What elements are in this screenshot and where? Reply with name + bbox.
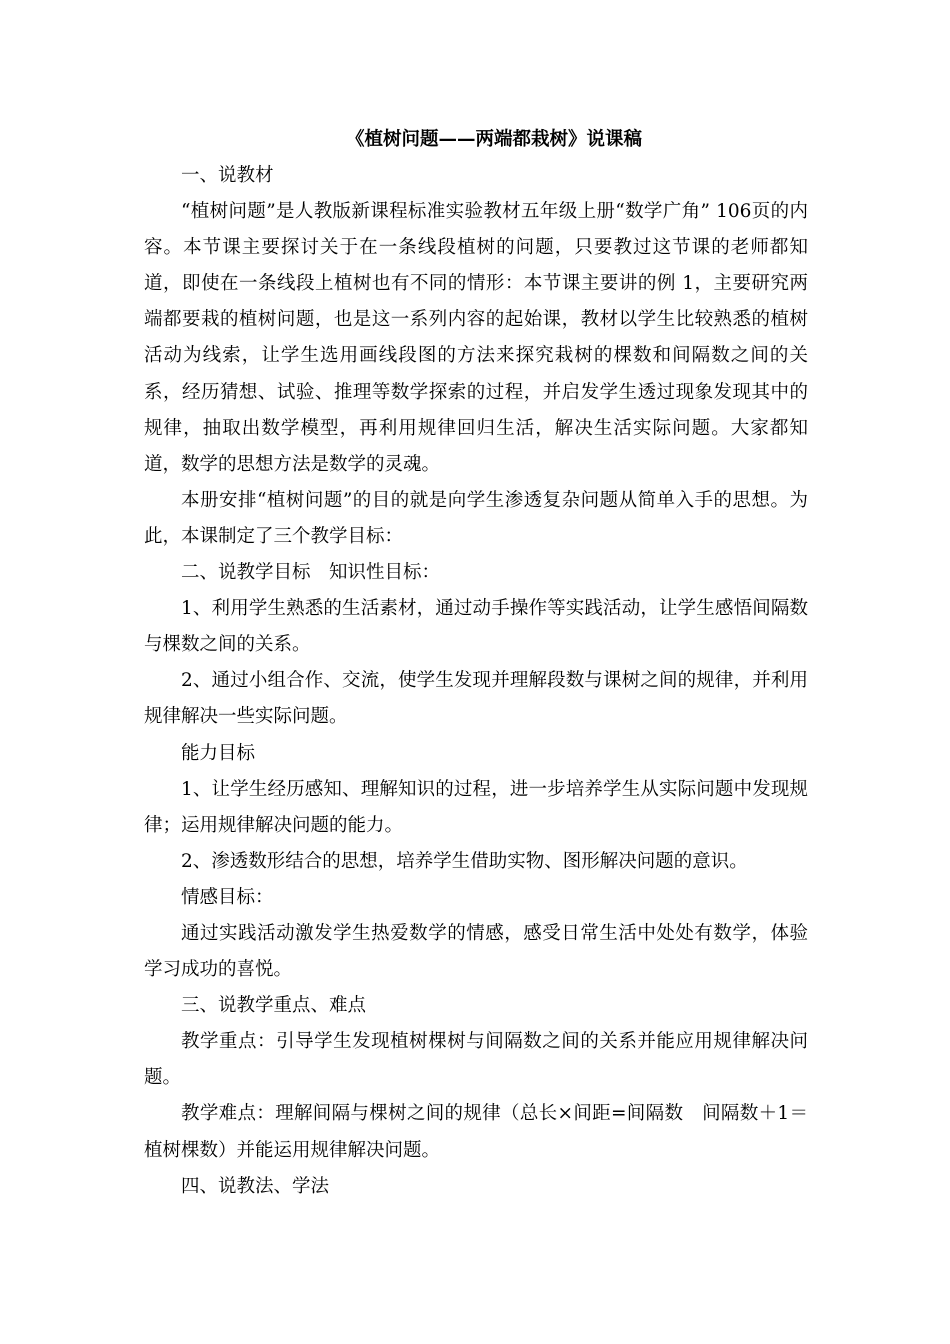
subheading-ability-goals: 能力目标 — [181, 742, 256, 764]
emotional-goal: 通过实践活动激发学生热爱数学的情感，感受日常生活中处处有数学，体验学习成功的喜悦。 — [144, 922, 808, 981]
paragraph-material-description: “植树问题”是人教版新课程标准实验教材五年级上册“数学广角” 106页的内容。本节课主要探讨关于在一条线段植树的问题，只要教过这节课的老师都知道，即使在一条线段上植树也有不同的情形：本节课主要讲的例 1，主要研究两端都要栽的植树问题，也是这一系列内容的起始课，教材以学生比较熟悉的植树活动为线索，让学生选用画线段图的方法来探究栽树的棵数和间隔数之间的关系，经历猜想、试验、推理等数学探索的过程，并启发学生透过现象发现其中的规律，抽取出数学模型，再利用规律回归生活，解决生活实际问题。大家都知道，数学的思想方法是数学的灵魂。 — [144, 201, 808, 475]
section-heading-methods: 四、说教法、学法 — [181, 1175, 330, 1197]
key-point: 教学重点：引导学生发现植树棵树与间隔数之间的关系并能应用规律解决问题。 — [144, 1031, 808, 1089]
section-heading-key-points: 三、说教学重点、难点 — [181, 995, 367, 1017]
document-body — [144, 126, 808, 1205]
ability-goal-1: 1、让学生经历感知、理解知识的过程，进一步培养学生从实际问题中发现规律；运用规律解决问题的能力。 — [144, 778, 808, 836]
section-heading-teaching-material: 一、说教材 — [181, 165, 274, 186]
difficult-point: 教学难点：理解间隔与棵树之间的规律（总长×间距=间隔数 间隔数＋1＝植树棵数）并能运用规律解决问题。 — [144, 1103, 808, 1161]
document-title: 《植树问题——两端都栽树》说课稿 — [345, 129, 642, 150]
section-heading-teaching-goals: 二、说教学目标 知识性目标： — [181, 562, 441, 584]
ability-goal-2: 2、渗透数形结合的思想，培养学生借助实物、图形解决问题的意识。 — [181, 850, 748, 872]
paragraph-intent: 本册安排“植树问题”的目的就是向学生渗透复杂问题从简单入手的思想。为此，本课制定了三个教学目标： — [144, 489, 808, 547]
knowledge-goal-1: 1、利用学生熟悉的生活素材，通过动手操作等实践活动，让学生感悟间隔数与棵数之间的关系。 — [144, 598, 808, 656]
knowledge-goal-2: 2、通过小组合作、交流，使学生发现并理解段数与课树之间的规律，并利用规律解决一些实际问题。 — [144, 670, 808, 728]
subheading-emotional-goals: 情感目标： — [181, 886, 274, 908]
